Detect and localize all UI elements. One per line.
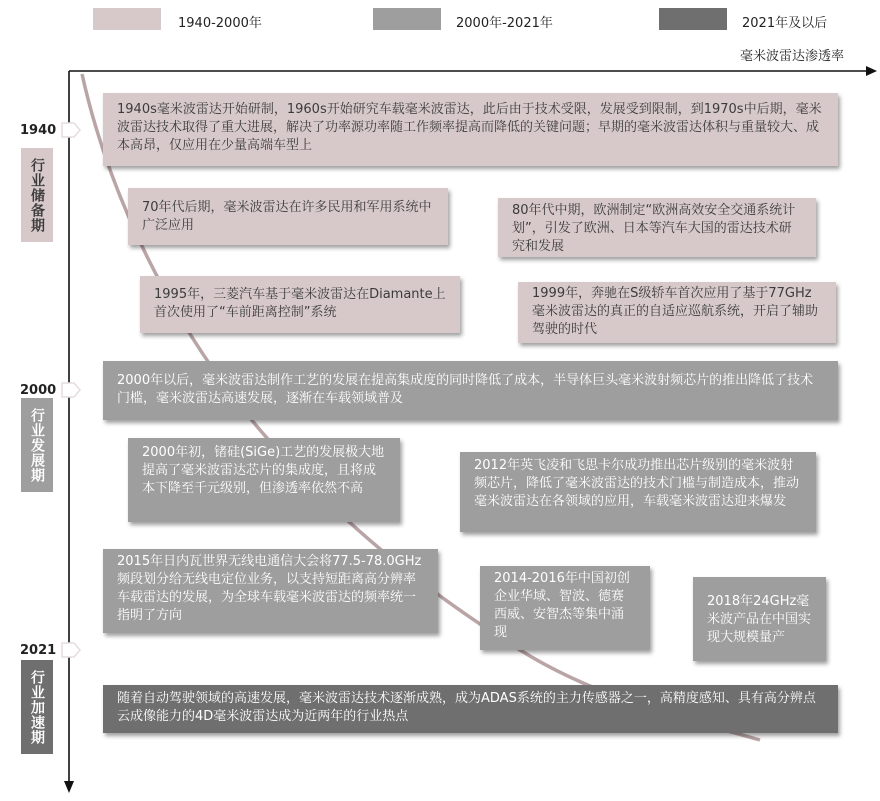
legend-swatch-2 bbox=[373, 8, 441, 30]
event-box-2021-later: 随着自动驾驶领域的高速发展，毫米波雷达技术逐渐成熟，成为ADAS系统的主力传感器之一，高精度感知、具有高分辨点云成像能力的4D毫米波雷达成为近两年的行业热点 bbox=[103, 685, 838, 733]
year-label-1940: 1940 bbox=[20, 123, 57, 138]
legend-label-2: 2000年-2021年 bbox=[456, 16, 553, 31]
event-box-2012: 2012年英飞凌和飞思卡尔成功推出芯片级别的毫米波射频芯片，降低了毫米波雷达的技术门槛与制造成本，推动毫米波雷达在各领域的应用，车载毫米波雷达迎来爆发 bbox=[460, 452, 816, 532]
year-marker-2021-icon bbox=[62, 643, 80, 657]
stage-label-development: 行业发展期 bbox=[21, 398, 53, 492]
event-box-1970s: 70年代后期，毫米波雷达在许多民用和军用系统中广泛应用 bbox=[128, 188, 448, 245]
year-marker-2000-icon bbox=[62, 383, 80, 397]
year-label-2000: 2000 bbox=[20, 383, 57, 398]
legend-label-1: 1940-2000年 bbox=[178, 16, 262, 31]
y-axis-arrow-icon bbox=[64, 781, 74, 793]
year-label-2021: 2021 bbox=[20, 643, 57, 658]
event-box-1940s: 1940s毫米波雷达开始研制，1960s开始研究车载毫米波雷达，此后由于技术受限，发展受到限制，到1970s中后期，毫米波雷达技术取得了重大进展，解决了功率源功率随工作频率提高而降低的关键问题；早期的毫米波雷达体积与重量较大、成本高昂，仅应用在少量高端车型上 bbox=[103, 93, 838, 166]
legend-label-3: 2021年及以后 bbox=[742, 16, 828, 31]
event-box-1999: 1999年，奔驰在S级轿车首次应用了基于77GHz毫米波雷达的真正的自适应巡航系统，开启了辅助驾驶的时代 bbox=[518, 282, 836, 343]
year-marker-1940-icon bbox=[62, 123, 80, 137]
stage-label-reserve: 行业储备期 bbox=[21, 148, 53, 242]
event-box-2015: 2015年日内瓦世界无线电通信大会将77.5-78.0GHz频段划分给无线电定位业务，以支持短距离高分辨率车载雷达的发展，为全球车载毫米波雷达的频率统一指明了方向 bbox=[103, 549, 438, 633]
event-box-2000-early: 2000年初，锗硅(SiGe)工艺的发展极大地提高了毫米波雷达芯片的集成度，且将成本下降至千元级别，但渗透率依然不高 bbox=[128, 438, 400, 522]
event-box-2018: 2018年24GHz毫米波产品在中国实现大规模量产 bbox=[693, 577, 826, 661]
x-axis-title: 毫米波雷达渗透率 bbox=[740, 49, 845, 64]
x-axis-arrow-icon bbox=[866, 66, 877, 76]
event-box-2000-later: 2000年以后，毫米波雷达制作工艺的发展在提高集成度的同时降低了成本，半导体巨头毫米波射频芯片的推出降低了技术门槛，毫米波雷达高速发展，逐渐在车载领域普及 bbox=[103, 361, 838, 420]
event-box-1995: 1995年，三菱汽车基于毫米波雷达在Diamante上首次使用了“车前距离控制”系统 bbox=[140, 276, 460, 333]
stage-label-acceleration: 行业加速期 bbox=[21, 660, 53, 754]
event-box-2014-2016: 2014-2016年中国初创企业华域、智波、德赛西威、安智杰等集中涌现 bbox=[480, 566, 650, 650]
event-box-1980s: 80年代中期，欧洲制定“欧洲高效安全交通系统计划”，引发了欧洲、日本等汽车大国的雷达技术研究和发展 bbox=[498, 198, 816, 257]
legend-swatch-3 bbox=[659, 8, 727, 30]
legend-swatch-1 bbox=[93, 8, 161, 30]
